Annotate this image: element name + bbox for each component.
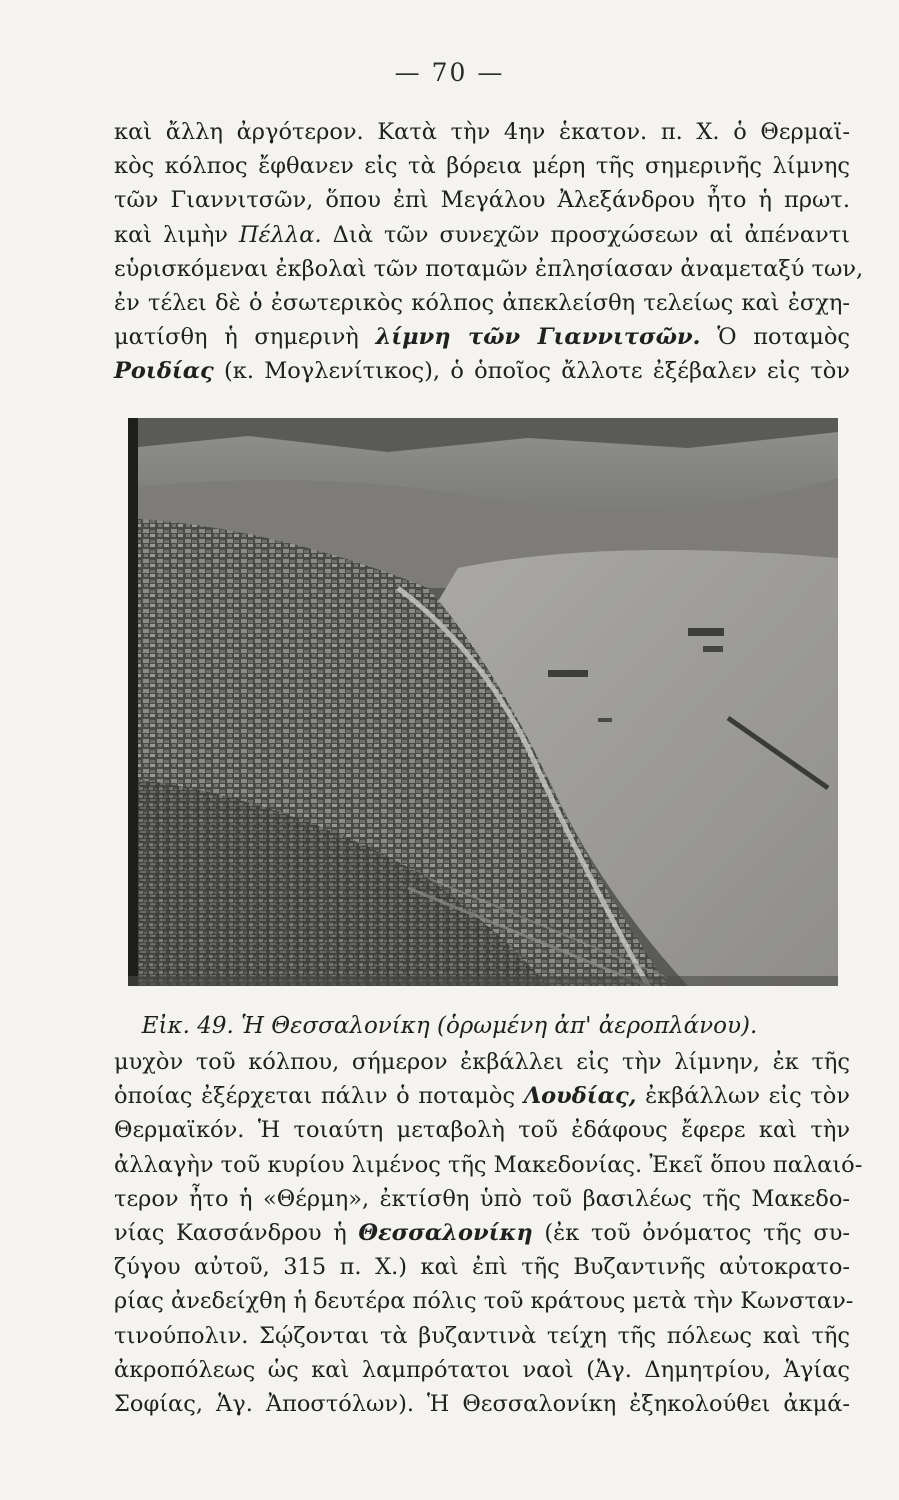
text-line: ἀκροπόλεως ὡς καὶ λαμπρότατοι ναοὶ (Ἁγ. Δημητρίου, Ἁγίας [114,1356,850,1383]
bottom-paragraph [114,1045,863,1421]
text-line: εὑρισκόμεναι ἐκβολαὶ τῶν ποταμῶν ἐπλησίασαν ἀναμεταξύ των, [114,255,864,282]
text-fragment: ἐκβάλλων εἰς τὸν [645,1083,850,1110]
text-line [114,218,850,252]
text-line [114,320,850,354]
text-line: μυχὸν τοῦ κόλπου, σήμερον ἐκβάλλει εἰς τὴν λίμνην, ἐκ τῆς [114,1049,850,1075]
aerial-photo-thessaloniki [128,418,838,986]
text-line: τινούπολιν. Σῴζονται τὰ βυζαντινὰ τείχη τῆς πόλεως καὶ τῆς [114,1322,850,1349]
text-line: Σοφίας, Ἁγ. Ἀποστόλων). Ἡ Θεσσαλονίκη ἐξηκολούθει ἀκμά- [114,1390,850,1417]
text-fragment: Ὁ ποταμὸς [717,324,850,351]
text-fragment: ὁποίας ἐξέρχεται πάλιν ὁ ποταμὸς [114,1083,516,1110]
text-fragment: ματίσθη ἡ σημερινὴ [114,324,359,351]
term-roidias: Ροιδίας [114,358,214,385]
term-pella: Πέλλα. [239,221,322,248]
text-line: ρίας ἀνεδείχθη ἡ δευτέρα πόλις τοῦ κράτους μετὰ τὴν Κωνσταν- [114,1288,854,1315]
term-loudias: Λουδίας, [523,1083,637,1110]
text-line: τερον ἦτο ἡ «Θέρμη», ἐκτίσθη ὑπὸ τοῦ βασιλέως τῆς Μακεδο- [114,1185,850,1212]
text-fragment: (κ. Μογλενίτικος), ὁ ὁποῖος ἄλλοτε ἐξέβαλεν εἰς τὸν [223,358,850,385]
text-fragment: (ἐκ τοῦ ὀνόματος τῆς συ- [544,1219,851,1246]
text-fragment: Διὰ τῶν συνεχῶν προσχώσεων αἱ ἀπέναντι [332,221,850,248]
text-line: ἀλλαγὴν τοῦ κυρίου λιμένος τῆς Μακεδονίας. Ἐκεῖ ὅπου παλαιό- [114,1151,863,1178]
text-line: ἐν τέλει δὲ ὁ ἐσωτερικὸς κόλπος ἀπεκλείσθη τελείως καὶ ἐσχη- [114,289,850,316]
figure-caption [0,1013,899,1039]
text-line [114,1216,850,1250]
text-fragment: νίας Κασσάνδρου ἡ [114,1219,347,1246]
page-number: — 70 — [394,58,505,87]
text-line [114,1079,850,1113]
caption-prefix: Εἰκ. 49. [141,1013,234,1039]
top-paragraph [114,115,864,389]
term-lake-giannitsa: λίμνη τῶν Γιαννιτσῶν. [375,324,701,351]
text-line: κὸς κόλπος ἔφθανεν εἰς τὰ βόρεια μέρη τῆς σημερινῆς λίμνης [114,153,850,180]
caption-text: Ἡ Θεσσαλονίκη (ὁρωμένη ἀπ' ἀεροπλάνου). [241,1013,758,1039]
text-line: καὶ ἄλλη ἀργότερον. Κατὰ τὴν 4ην ἑκατον. π. Χ. ὁ Θερμαϊ- [114,119,850,145]
text-line: ζύγου αὐτοῦ, 315 π. Χ.) καὶ ἐπὶ τῆς Βυζαντινῆς αὐτοκρατο- [114,1254,850,1281]
term-thessaloniki: Θεσσαλονίκη [358,1219,533,1246]
text-line: τῶν Γιαννιτσῶν, ὅπου ἐπὶ Μεγάλου Ἀλεξάνδρου ἦτο ἡ πρωτ. [114,187,850,214]
text-fragment: καὶ λιμὴν [114,221,228,248]
text-line: Θερμαϊκόν. Ἡ τοιαύτη μεταβολὴ τοῦ ἐδάφους ἔφερε καὶ τὴν [114,1117,850,1144]
text-line [114,354,850,388]
